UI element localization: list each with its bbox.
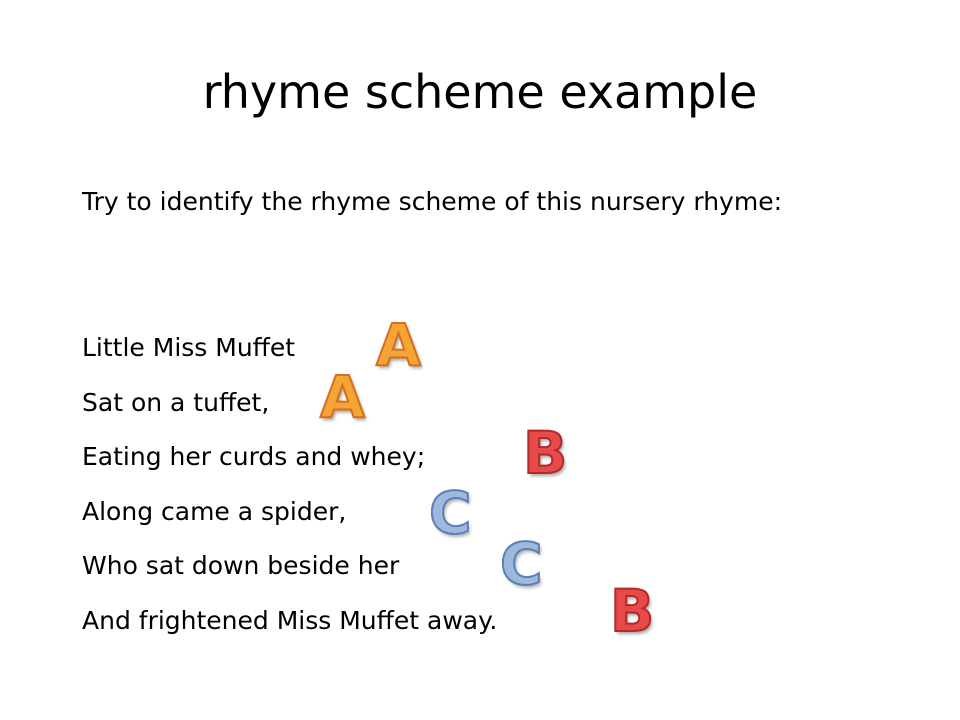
rhyme-letter-2: A: [320, 363, 365, 431]
poem-line: Along came a spider,: [82, 496, 347, 526]
rhyme-letter-5: C: [500, 530, 543, 598]
rhyme-letter-3: B: [523, 419, 568, 487]
intro-text: Try to identify the rhyme scheme of this nursery rhyme:: [82, 187, 782, 216]
poem-line: Eating her curds and whey;: [82, 442, 426, 471]
poem-line: Little Miss Muffet: [82, 333, 296, 362]
poem-line: And frightened Miss Muffet away.: [82, 605, 498, 635]
slide-title: rhyme scheme example: [202, 65, 758, 119]
rhyme-letter-6: B: [610, 577, 655, 645]
rhyme-letter-4: C: [429, 479, 472, 547]
rhyme-letter-1: A: [376, 311, 421, 379]
poem-line: Who sat down beside her: [82, 551, 400, 580]
poem-line: Sat on a tuffet,: [82, 387, 270, 417]
